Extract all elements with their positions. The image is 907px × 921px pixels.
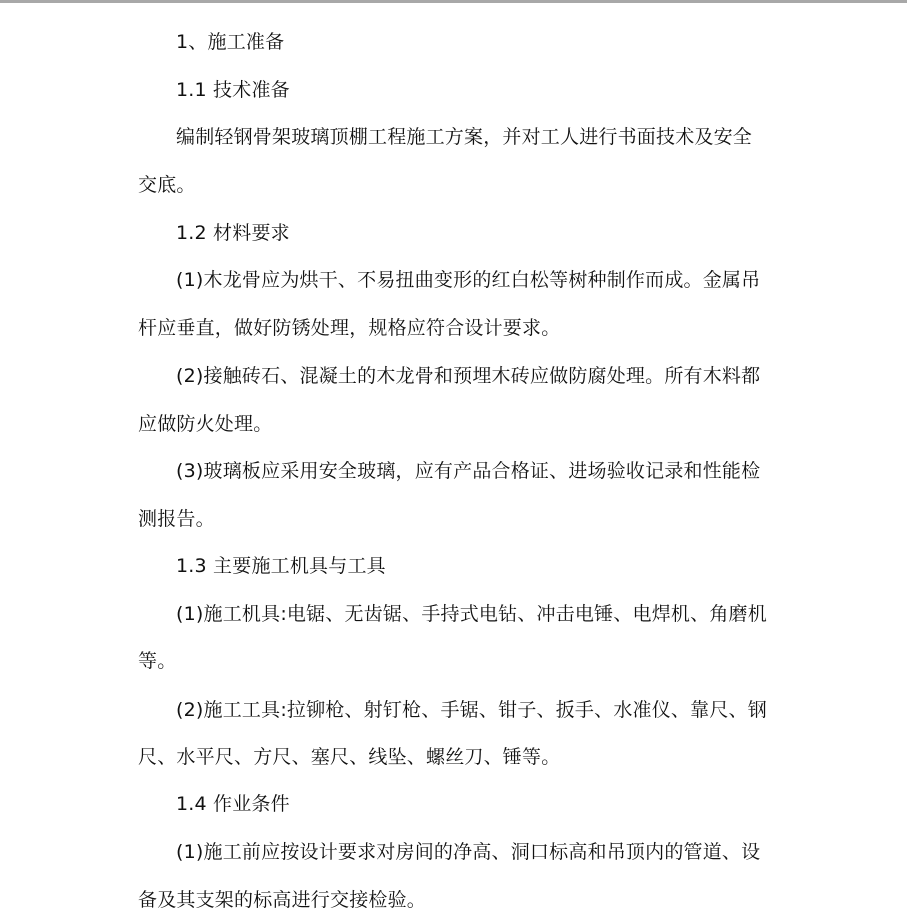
paragraph-line: (1)木龙骨应为烘干、不易扭曲变形的红白松等树种制作而成。金属吊 bbox=[176, 269, 761, 291]
subsection-heading-1-3: 1.3 主要施工机具与工具 bbox=[176, 555, 386, 577]
subsection-heading-1-4: 1.4 作业条件 bbox=[176, 793, 290, 815]
paragraph-line: (2)接触砖石、混凝土的木龙骨和预埋木砖应做防腐处理。所有木料都 bbox=[176, 365, 761, 387]
paragraph-line: 尺、水平尺、方尺、塞尺、线坠、螺丝刀、锤等。 bbox=[138, 746, 561, 768]
paragraph-line: 杆应垂直，做好防锈处理，规格应符合设计要求。 bbox=[138, 317, 561, 339]
paragraph-line: (1)施工机具:电锯、无齿锯、手持式电钻、冲击电锤、电焊机、角磨机 bbox=[176, 603, 767, 625]
subsection-heading-1-1: 1.1 技术准备 bbox=[176, 79, 290, 101]
paragraph-line: (1)施工前应按设计要求对房间的净高、洞口标高和吊顶内的管道、设 bbox=[176, 841, 761, 863]
paragraph-line: 编制轻钢骨架玻璃顶棚工程施工方案，并对工人进行书面技术及安全 bbox=[176, 126, 753, 148]
paragraph-line: (2)施工工具:拉铆枪、射钉枪、手锯、钳子、扳手、水准仪、靠尺、钢 bbox=[176, 699, 767, 721]
paragraph-line: 应做防火处理。 bbox=[138, 413, 273, 435]
paragraph-line: 等。 bbox=[138, 650, 177, 672]
section-heading-1: 1、施工准备 bbox=[176, 31, 285, 53]
paragraph-line: 测报告。 bbox=[138, 508, 215, 530]
subsection-heading-1-2: 1.2 材料要求 bbox=[176, 222, 290, 244]
paragraph-line: 交底。 bbox=[138, 174, 196, 196]
paragraph-line: (3)玻璃板应采用安全玻璃，应有产品合格证、进场验收记录和性能检 bbox=[176, 460, 761, 482]
paragraph-line: 备及其支架的标高进行交接检验。 bbox=[138, 889, 427, 911]
